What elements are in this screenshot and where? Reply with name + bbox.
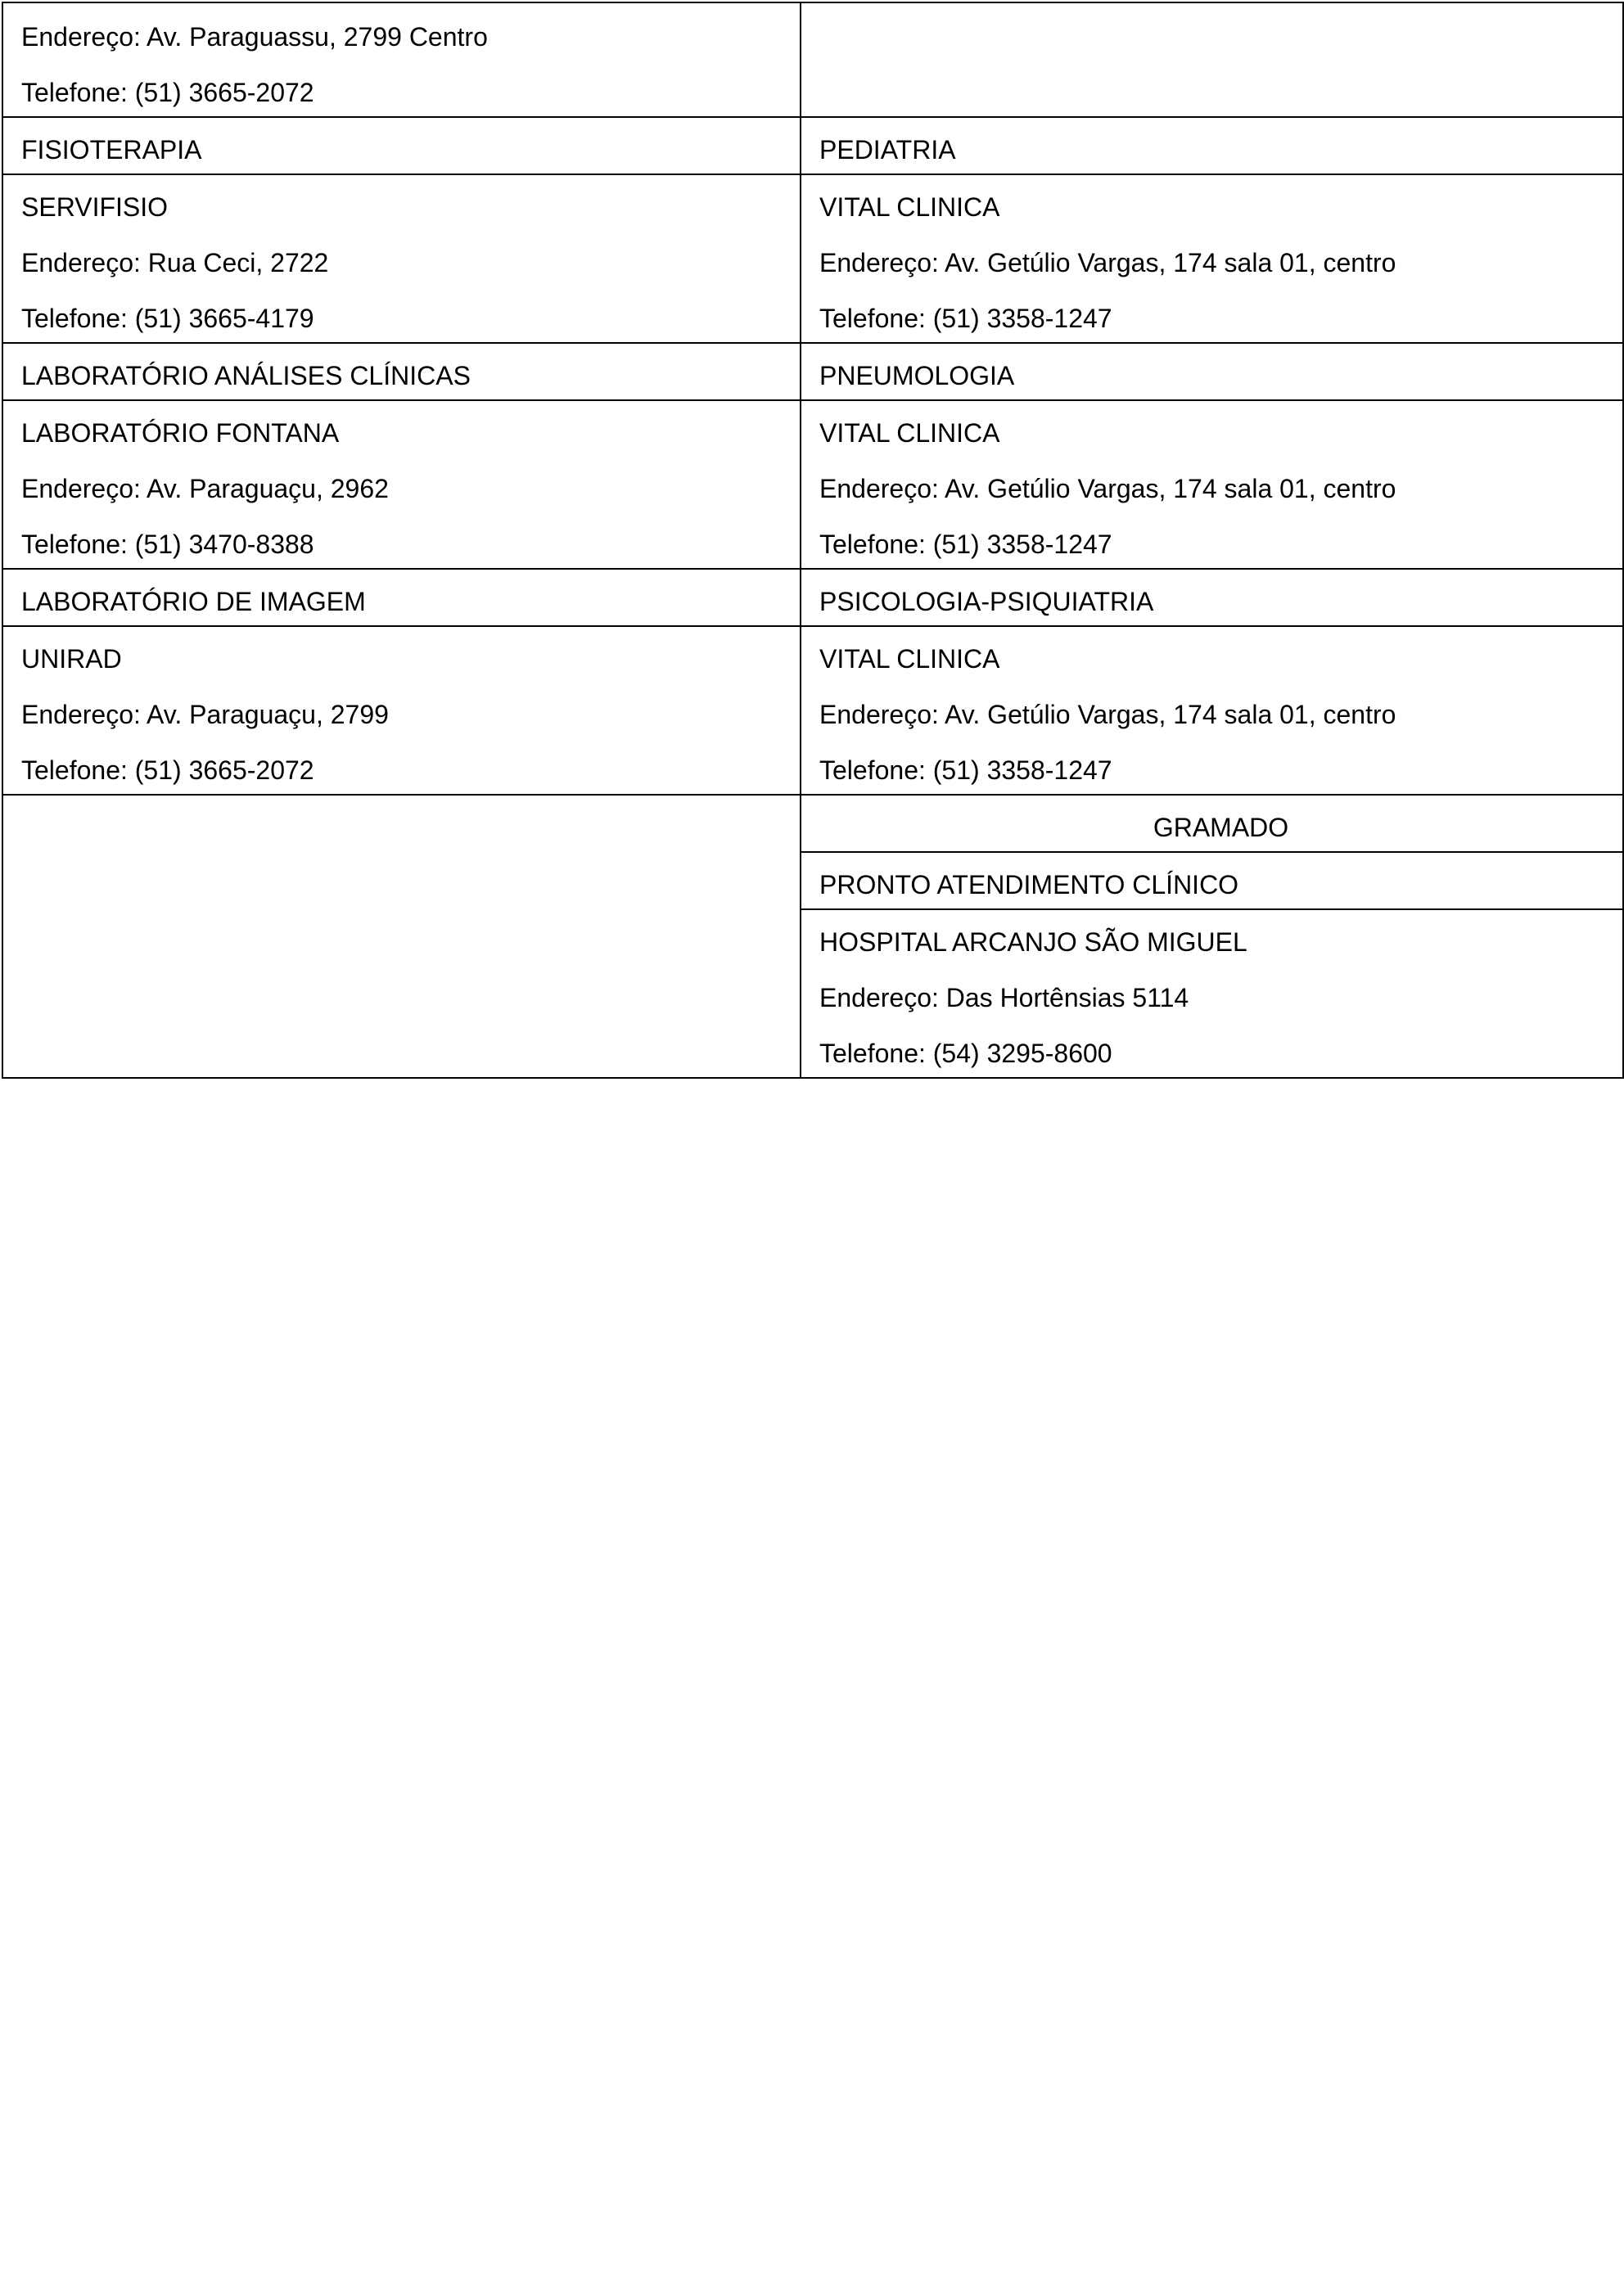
table-row bbox=[2, 174, 1623, 343]
table-row bbox=[2, 569, 1623, 626]
right-cell-empty bbox=[801, 2, 1623, 117]
table-row bbox=[2, 2, 1623, 117]
right-cell bbox=[801, 569, 1623, 626]
table-row bbox=[2, 117, 1623, 174]
address-line: Endereço: Das Hortênsias 5114 bbox=[819, 983, 1189, 1012]
address-line: Endereço: Av. Getúlio Vargas, 174 sala 01, centro bbox=[819, 474, 1396, 503]
left-cell bbox=[2, 174, 801, 343]
phone-line: Telefone: (51) 3665-2072 bbox=[21, 755, 314, 785]
left-cell bbox=[2, 626, 801, 795]
section-heading: PRONTO ATENDIMENTO CLÍNICO bbox=[819, 870, 1239, 899]
provider-name: VITAL CLINICA bbox=[819, 418, 1000, 448]
provider-name: HOSPITAL ARCANJO SÃO MIGUEL bbox=[819, 927, 1247, 957]
left-cell-empty bbox=[2, 795, 801, 1078]
provider-name: LABORATÓRIO FONTANA bbox=[21, 418, 340, 448]
right-cell bbox=[801, 117, 1623, 174]
right-cell bbox=[801, 400, 1623, 569]
right-cell bbox=[801, 626, 1623, 795]
left-cell bbox=[2, 400, 801, 569]
address-line: Endereço: Av. Getúlio Vargas, 174 sala 01, centro bbox=[819, 700, 1396, 729]
table-row bbox=[2, 400, 1623, 569]
address-line: Endereço: Av. Paraguassu, 2799 Centro bbox=[21, 22, 488, 52]
right-cell bbox=[801, 909, 1623, 1078]
section-heading: PEDIATRIA bbox=[819, 135, 956, 165]
section-heading: LABORATÓRIO DE IMAGEM bbox=[21, 587, 366, 616]
address-line: Endereço: Av. Paraguaçu, 2962 bbox=[21, 474, 389, 503]
section-heading: PSICOLOGIA-PSIQUIATRIA bbox=[819, 587, 1154, 616]
phone-line: Telefone: (51) 3665-2072 bbox=[21, 78, 314, 107]
address-line: Endereço: Av. Getúlio Vargas, 174 sala 01, centro bbox=[819, 248, 1396, 277]
section-heading: LABORATÓRIO ANÁLISES CLÍNICAS bbox=[21, 361, 471, 390]
right-cell bbox=[801, 852, 1623, 909]
section-heading: FISIOTERAPIA bbox=[21, 135, 202, 165]
left-cell bbox=[2, 2, 801, 117]
address-line: Endereço: Rua Ceci, 2722 bbox=[21, 248, 329, 277]
section-heading: PNEUMOLOGIA bbox=[819, 361, 1015, 390]
phone-line: Telefone: (51) 3358-1247 bbox=[819, 530, 1112, 559]
phone-line: Telefone: (51) 3665-4179 bbox=[21, 304, 314, 333]
provider-name: UNIRAD bbox=[21, 644, 122, 674]
phone-line: Telefone: (51) 3358-1247 bbox=[819, 304, 1112, 333]
table-row bbox=[2, 626, 1623, 795]
right-cell bbox=[801, 343, 1623, 400]
left-cell bbox=[2, 117, 801, 174]
left-cell bbox=[2, 343, 801, 400]
right-cell bbox=[801, 174, 1623, 343]
phone-line: Telefone: (51) 3470-8388 bbox=[21, 530, 314, 559]
city-heading: GRAMADO bbox=[1153, 813, 1289, 842]
provider-name: VITAL CLINICA bbox=[819, 644, 1000, 674]
phone-line: Telefone: (51) 3358-1247 bbox=[819, 755, 1112, 785]
phone-line: Telefone: (54) 3295-8600 bbox=[819, 1039, 1112, 1068]
provider-name: VITAL CLINICA bbox=[819, 192, 1000, 222]
table-row bbox=[2, 795, 1623, 852]
left-cell bbox=[2, 569, 801, 626]
provider-name: SERVIFISIO bbox=[21, 192, 169, 222]
directory-table bbox=[2, 2, 1624, 1079]
city-cell bbox=[801, 795, 1623, 852]
table-row bbox=[2, 343, 1623, 400]
address-line: Endereço: Av. Paraguaçu, 2799 bbox=[21, 700, 389, 729]
